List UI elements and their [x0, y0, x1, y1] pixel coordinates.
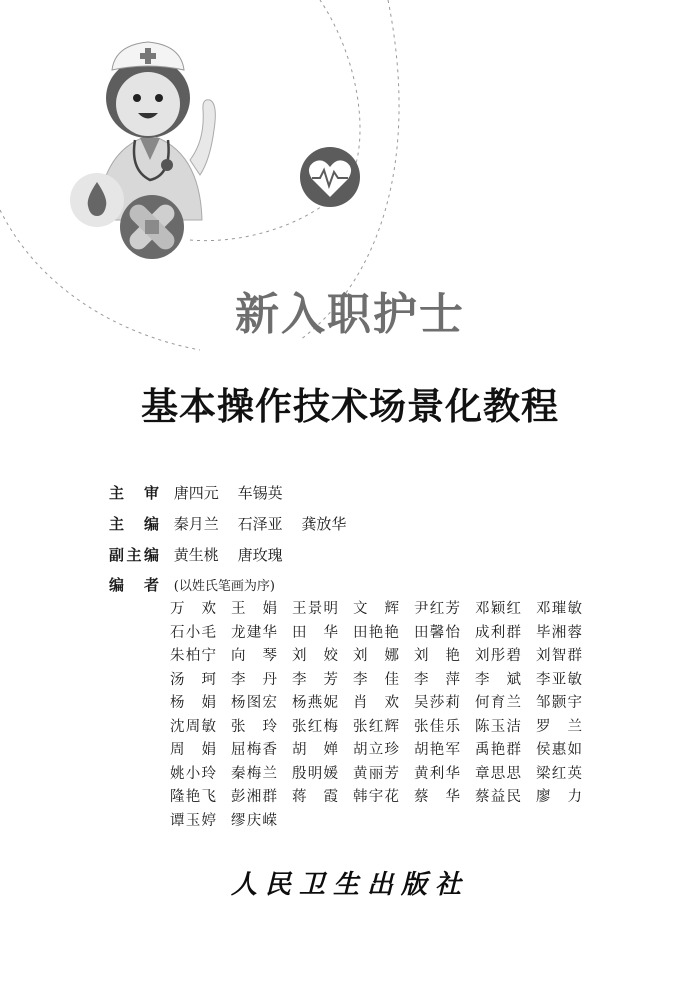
editor-name: 李亚敏 — [536, 671, 582, 688]
editor-name: 殷明媛 — [292, 765, 338, 782]
editor-name: 黄丽芳 — [353, 765, 399, 782]
editor-name: 李芳 — [292, 671, 338, 688]
editor-name: 罗兰 — [536, 718, 582, 735]
editor-name: 田馨怡 — [414, 624, 460, 641]
editor-name: 蒋霞 — [292, 789, 338, 805]
editor-name: 禹艳群 — [475, 742, 521, 758]
editor-name: 秦梅兰 — [231, 765, 277, 782]
editor-name: 缪庆嵘 — [231, 812, 277, 829]
editor-name: 李丹 — [231, 671, 277, 688]
editor-names-grid — [170, 597, 597, 832]
editor-name: 黄利华 — [414, 765, 460, 782]
credit-editors — [109, 574, 275, 595]
editor-name: 胡艳军 — [414, 742, 460, 758]
editor-name: 谭玉婷 — [170, 812, 216, 829]
editor-name: 彭湘群 — [231, 789, 277, 805]
editor-name: 张玲 — [231, 718, 277, 735]
role-label: 编者 — [109, 576, 159, 594]
editor-name: 万欢 — [170, 601, 216, 617]
editor-name: 姚小玲 — [170, 765, 216, 782]
editor-name: 蔡华 — [414, 789, 460, 805]
person-name: 唐四元 — [173, 484, 219, 502]
editor-name: 杨燕妮 — [292, 695, 338, 711]
editor-name: 韩宇花 — [353, 789, 399, 805]
person-name: 秦月兰 — [173, 515, 219, 533]
editor-name: 周娟 — [170, 742, 216, 758]
editor-name: 向琴 — [231, 648, 277, 664]
role-label: 主编 — [109, 515, 159, 533]
person-name: 龚放华 — [301, 515, 347, 533]
editor-name: 石小毛 — [170, 624, 216, 641]
editor-name: 朱柏宁 — [170, 648, 216, 664]
role-label: 主审 — [109, 484, 159, 502]
editor-name: 王景明 — [292, 601, 338, 617]
editor-name: 刘智群 — [536, 648, 582, 664]
heart-pulse-icon — [300, 147, 360, 207]
editor-name: 陈玉洁 — [475, 718, 521, 735]
person-name: 黄生桃 — [173, 546, 219, 564]
editor-name: 毕湘蓉 — [536, 624, 582, 641]
editor-name: 李佳 — [353, 671, 399, 688]
editor-name: 张红辉 — [353, 718, 399, 735]
editor-name: 章思思 — [475, 765, 521, 782]
editor-name: 刘彤碧 — [475, 648, 521, 664]
editor-name: 刘艳 — [414, 648, 460, 664]
person-name: 车锡英 — [237, 484, 283, 502]
editor-name: 吴莎莉 — [414, 695, 460, 711]
bandage-icon — [120, 195, 184, 259]
editor-name: 邹颢宇 — [536, 695, 582, 711]
credit-deputy-chief-editor — [109, 544, 297, 565]
editor-name: 张佳乐 — [414, 718, 460, 735]
editor-name: 李斌 — [475, 671, 521, 688]
person-name: 唐玫瑰 — [237, 546, 283, 564]
editor-name: 杨图宏 — [231, 695, 277, 711]
editor-name: 田艳艳 — [353, 624, 399, 641]
editor-name: 肖欢 — [353, 695, 399, 711]
editor-name: 何育兰 — [475, 695, 521, 711]
editor-name: 尹红芳 — [414, 601, 460, 617]
blood-drop-icon — [70, 173, 124, 227]
book-subtitle: 基本操作技术场景化教程 — [141, 385, 559, 428]
editor-name: 汤珂 — [170, 671, 216, 688]
editor-name: 屈梅香 — [231, 742, 277, 758]
editor-name: 邓璀敏 — [536, 601, 582, 617]
editor-name: 刘姣 — [292, 648, 338, 664]
editor-name: 隆艳飞 — [170, 789, 216, 805]
editor-name: 张红梅 — [292, 718, 338, 735]
ordering-note: (以姓氏笔画为序) — [173, 579, 275, 594]
editor-name: 邓颖红 — [475, 601, 521, 617]
book-title: 新入职护士 — [235, 289, 465, 340]
editor-name: 王娟 — [231, 601, 277, 617]
editor-name: 刘娜 — [353, 648, 399, 664]
editor-name: 龙建华 — [231, 624, 277, 641]
editor-name: 梁红英 — [536, 765, 582, 782]
editor-name: 田华 — [292, 624, 338, 641]
editor-name: 侯惠如 — [536, 742, 582, 758]
role-label: 副主编 — [109, 546, 159, 564]
credit-chief-reviewer — [109, 482, 297, 503]
editor-name: 沈周敏 — [170, 718, 216, 735]
editor-name: 蔡益民 — [475, 789, 521, 805]
editor-name: 李萍 — [414, 671, 460, 688]
editor-name: 廖力 — [536, 789, 582, 805]
person-name: 石泽亚 — [237, 515, 283, 533]
editor-name: 胡立珍 — [353, 742, 399, 758]
editor-name: 文辉 — [353, 601, 399, 617]
editor-name: 成利群 — [475, 624, 521, 641]
credit-chief-editor — [109, 513, 360, 534]
editor-name: 杨娟 — [170, 695, 216, 711]
editor-name: 胡婵 — [292, 742, 338, 758]
publisher-name: 人民卫生出版社 — [230, 870, 469, 900]
